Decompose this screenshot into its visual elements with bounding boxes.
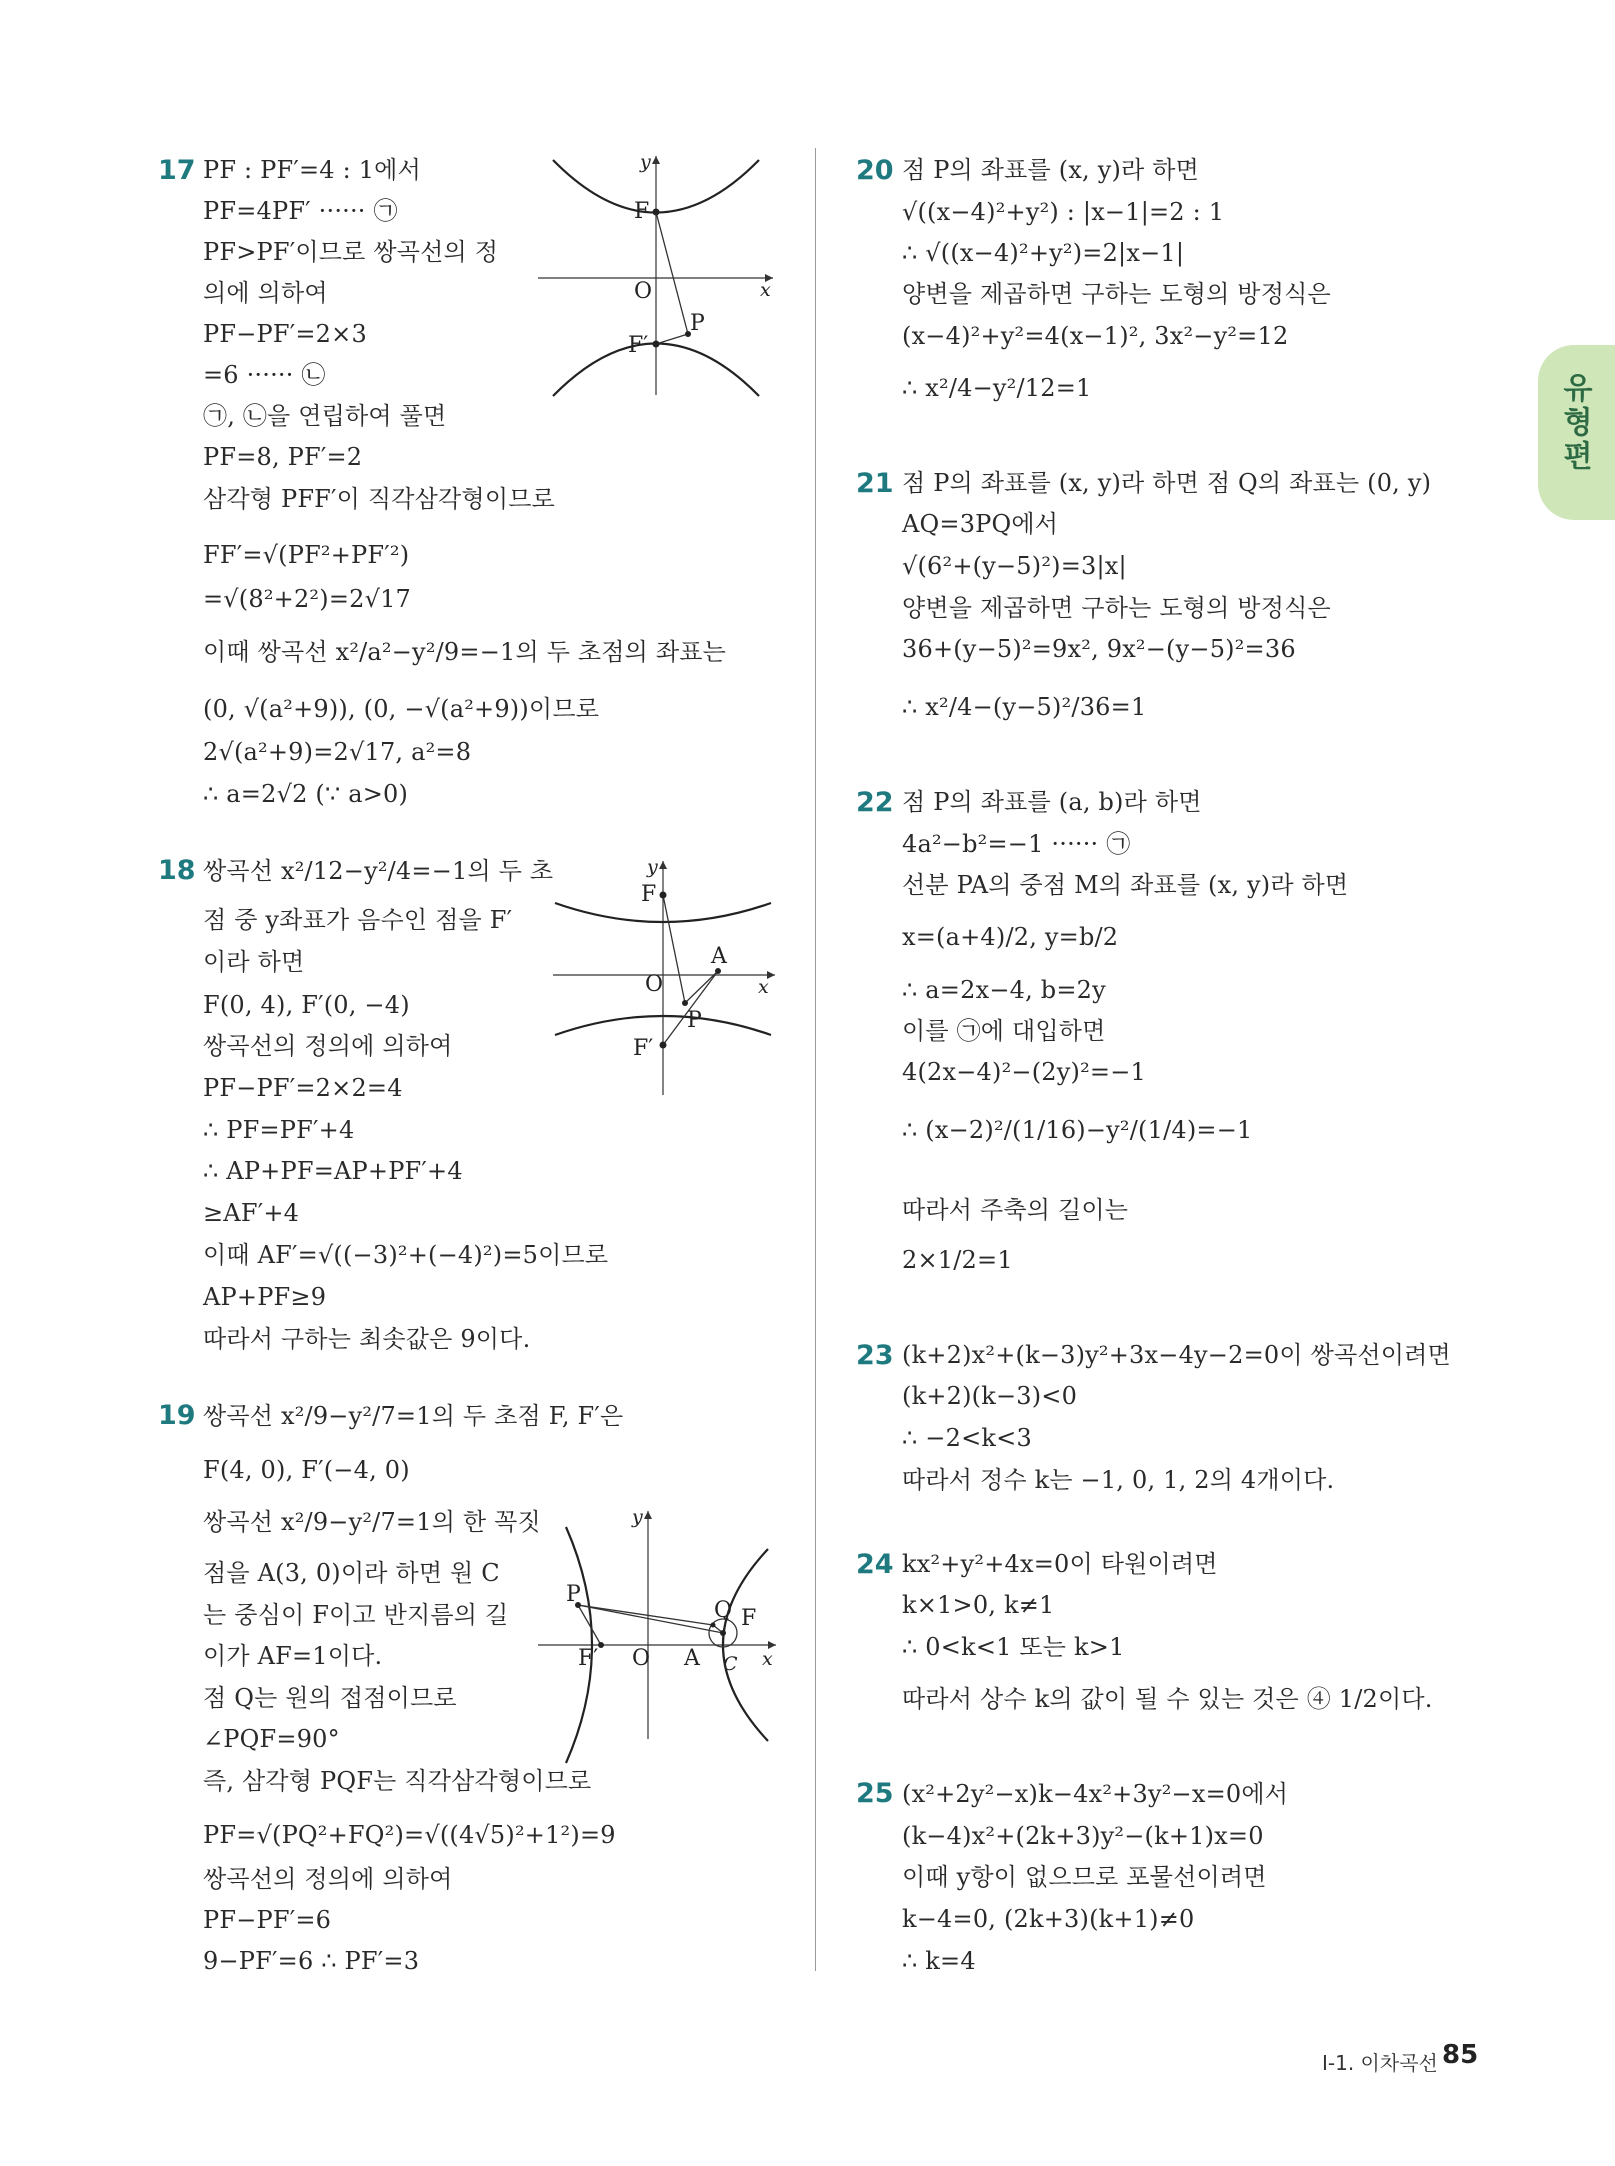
p17-line-12: 이때 쌍곡선 x²/a²−y²/9=−1의 두 초점의 좌표는 — [203, 638, 727, 666]
p24-line-1: kx²+y²+4x=0이 타원이려면 — [902, 1550, 1218, 1578]
p18-line-2: 점 중 y좌표가 음수인 점을 F′ — [203, 906, 513, 934]
p19-line-2: F(4, 0), F′(−4, 0) — [203, 1456, 410, 1484]
p25-line-1: (x²+2y²−x)k−4x²+3y²−x=0에서 — [902, 1780, 1289, 1808]
p19-line-11: 쌍곡선의 정의에 의하여 — [203, 1865, 453, 1893]
p25-line-5: ∴ k=4 — [902, 1947, 976, 1975]
p18-line-4: F(0, 4), F′(0, −4) — [203, 991, 410, 1019]
problem-18-number: 18 — [158, 855, 196, 886]
p21-line-1: 점 P의 좌표를 (x, y)라 하면 점 Q의 좌표는 (0, y) — [902, 469, 1432, 497]
p17-line-6: =6 ······ ㉡ — [203, 361, 326, 389]
p18-line-3: 이라 하면 — [203, 948, 305, 976]
p20-line-4: 양변을 제곱하면 구하는 도형의 방정식은 — [902, 280, 1331, 308]
p19-line-9: 즉, 삼각형 PQF는 직각삼각형이므로 — [203, 1767, 592, 1795]
fig18-y-label: y — [647, 856, 658, 878]
p23-line-4: 따라서 정수 k는 −1, 0, 1, 2의 4개이다. — [902, 1466, 1335, 1494]
p21-line-5: 36+(y−5)²=9x², 9x²−(y−5)²=36 — [902, 635, 1296, 663]
fig19-A-label: A — [684, 1646, 700, 1671]
p22-line-5: ∴ a=2x−4, b=2y — [902, 976, 1106, 1004]
problem-24-number: 24 — [856, 1549, 894, 1580]
p23-line-1: (k+2)x²+(k−3)y²+3x−4y−2=0이 쌍곡선이려면 — [902, 1341, 1451, 1369]
p21-line-4: 양변을 제곱하면 구하는 도형의 방정식은 — [902, 594, 1331, 622]
p18-line-6: PF−PF′=2×2=4 — [203, 1074, 403, 1102]
p22-line-2: 4a²−b²=−1 ······ ㉠ — [902, 830, 1131, 858]
p17-line-11: =√(8²+2²)=2√17 — [203, 585, 412, 613]
fig19-C-label: C — [723, 1653, 738, 1675]
problem-25-number: 25 — [856, 1778, 894, 1809]
fig18-F-label: F — [641, 882, 657, 907]
column-divider — [815, 148, 816, 1971]
p22-line-9: 따라서 주축의 길이는 — [902, 1196, 1129, 1224]
p25-line-4: k−4=0, (2k+3)(k+1)≠0 — [902, 1905, 1195, 1933]
p24-line-3: ∴ 0<k<1 또는 k>1 — [902, 1633, 1125, 1661]
p19-line-6: 이가 AF=1이다. — [203, 1642, 383, 1670]
fig18-P-label: P — [687, 1008, 702, 1033]
p17-line-2: PF=4PF′ ······ ㉠ — [203, 197, 398, 225]
fig19-x-label: x — [762, 1648, 773, 1670]
fig19-Fprime-label: F′ — [578, 1646, 599, 1671]
p19-line-5: 는 중심이 F이고 반지름의 길 — [203, 1601, 509, 1629]
fig19-origin-label: O — [632, 1646, 651, 1671]
p17-line-10: FF′=√(PF²+PF′²) — [203, 541, 410, 569]
p22-line-7: 4(2x−4)²−(2y)²=−1 — [902, 1058, 1146, 1086]
p22-line-1: 점 P의 좌표를 (a, b)라 하면 — [902, 788, 1202, 816]
p19-line-7: 점 Q는 원의 접점이므로 — [203, 1684, 457, 1712]
fig19-P-label: P — [566, 1582, 581, 1607]
p18-line-10: 이때 AF′=√((−3)²+(−4)²)=5이므로 — [203, 1241, 609, 1269]
p23-line-2: (k+2)(k−3)<0 — [902, 1382, 1078, 1410]
p18-line-1: 쌍곡선 x²/12−y²/4=−1의 두 초 — [203, 857, 554, 885]
problem-23-number: 23 — [856, 1340, 894, 1371]
fig18-origin-label: O — [645, 972, 664, 997]
fig17-x-label: x — [760, 279, 771, 301]
p22-line-4: x=(a+4)/2, y=b/2 — [902, 923, 1119, 951]
p18-line-5: 쌍곡선의 정의에 의하여 — [203, 1032, 453, 1060]
footer-chapter-title: Ⅰ-1. 이차곡선 — [1322, 2051, 1438, 2075]
p20-line-5: (x−4)²+y²=4(x−1)², 3x²−y²=12 — [902, 322, 1289, 350]
problem-19-hyperbola-figure — [538, 1505, 783, 1745]
section-side-tab-label: 유형편 — [1557, 372, 1592, 474]
problem-17-hyperbola-figure — [538, 150, 778, 400]
problem-22-number: 22 — [856, 787, 894, 818]
p19-line-3: 쌍곡선 x²/9−y²/7=1의 한 꼭짓 — [203, 1508, 541, 1536]
p20-line-3: ∴ √((x−4)²+y²)=2|x−1| — [902, 239, 1185, 267]
p17-line-9: 삼각형 PFF′이 직각삼각형이므로 — [203, 485, 555, 513]
problem-18-hyperbola-figure — [553, 855, 783, 1100]
p17-line-7: ㉠, ㉡을 연립하여 풀면 — [203, 402, 447, 430]
fig18-A-label: A — [711, 944, 727, 969]
p18-line-12: 따라서 구하는 최솟값은 9이다. — [203, 1325, 531, 1353]
fig18-x-label: x — [758, 976, 769, 998]
p23-line-3: ∴ −2<k<3 — [902, 1424, 1032, 1452]
p19-line-12: PF−PF′=6 — [203, 1906, 332, 1934]
p17-line-1: PF : PF′=4 : 1에서 — [203, 156, 421, 184]
problem-19-number: 19 — [158, 1400, 196, 1431]
p22-line-10: 2×1/2=1 — [902, 1246, 1013, 1274]
p21-line-3: √(6²+(y−5)²)=3|x| — [902, 552, 1127, 580]
p20-line-6: ∴ x²/4−y²/12=1 — [902, 374, 1092, 402]
p18-line-8: ∴ AP+PF=AP+PF′+4 — [203, 1157, 463, 1185]
p20-line-2: √((x−4)²+y²) : |x−1|=2 : 1 — [902, 198, 1225, 226]
p19-line-13: 9−PF′=6 ∴ PF′=3 — [203, 1947, 420, 1975]
fig17-P-label: P — [690, 311, 705, 336]
p18-line-9: ≥AF′+4 — [203, 1199, 300, 1227]
p25-line-2: (k−4)x²+(2k+3)y²−(k+1)x=0 — [902, 1822, 1264, 1850]
page-number: 85 — [1442, 2040, 1479, 2070]
p22-line-3: 선분 PA의 중점 M의 좌표를 (x, y)라 하면 — [902, 871, 1349, 899]
problem-21-number: 21 — [856, 468, 894, 499]
fig19-y-label: y — [632, 1506, 643, 1528]
p21-line-6: ∴ x²/4−(y−5)²/36=1 — [902, 693, 1147, 721]
p22-line-8: ∴ (x−2)²/(1/16)−y²/(1/4)=−1 — [902, 1116, 1253, 1144]
p21-line-2: AQ=3PQ에서 — [902, 510, 1059, 538]
p17-line-13: (0, √(a²+9)), (0, −√(a²+9))이므로 — [203, 695, 600, 723]
p24-line-4: 따라서 상수 k의 값이 될 수 있는 것은 ④ 1/2이다. — [902, 1685, 1433, 1713]
p17-line-14: 2√(a²+9)=2√17, a²=8 — [203, 738, 472, 766]
p17-line-3: PF>PF′이므로 쌍곡선의 정 — [203, 238, 499, 266]
p17-line-15: ∴ a=2√2 (∵ a>0) — [203, 780, 409, 808]
fig19-F-label: F — [741, 1606, 757, 1631]
p18-line-11: AP+PF≥9 — [203, 1283, 327, 1311]
p17-line-4: 의에 의하여 — [203, 279, 328, 307]
p25-line-3: 이때 y항이 없으므로 포물선이려면 — [902, 1863, 1267, 1891]
p19-line-1: 쌍곡선 x²/9−y²/7=1의 두 초점 F, F′은 — [203, 1402, 624, 1430]
fig17-Fprime-label: F′ — [628, 333, 649, 358]
p19-line-10: PF=√(PQ²+FQ²)=√((4√5)²+1²)=9 — [203, 1821, 616, 1849]
problem-20-number: 20 — [856, 155, 894, 186]
fig19-Q-label: Q — [714, 1598, 733, 1623]
fig18-Fprime-label: F′ — [633, 1036, 654, 1061]
fig17-F-label: F — [634, 199, 650, 224]
p22-line-6: 이를 ㉠에 대입하면 — [902, 1017, 1106, 1045]
problem-17-number: 17 — [158, 155, 196, 186]
p17-line-8: PF=8, PF′=2 — [203, 443, 363, 471]
p17-line-5: PF−PF′=2×3 — [203, 320, 367, 348]
p19-line-8: ∠PQF=90° — [203, 1725, 340, 1753]
p18-line-7: ∴ PF=PF′+4 — [203, 1116, 355, 1144]
p19-line-4: 점을 A(3, 0)이라 하면 원 C — [203, 1559, 500, 1587]
fig17-y-label: y — [640, 151, 651, 173]
fig17-origin-label: O — [634, 279, 653, 304]
p24-line-2: k×1>0, k≠1 — [902, 1591, 1055, 1619]
p20-line-1: 점 P의 좌표를 (x, y)라 하면 — [902, 156, 1200, 184]
